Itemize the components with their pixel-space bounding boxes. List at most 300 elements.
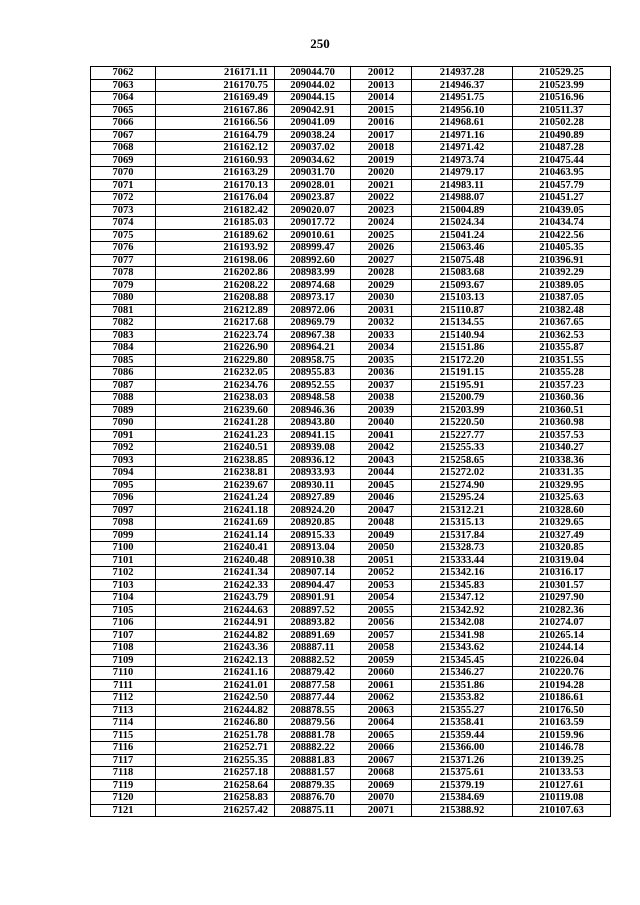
x-coordinate-left: 216162.12 (156, 142, 275, 155)
x-coordinate-right: 215351.86 (412, 679, 513, 692)
point-id-right: 20050 (351, 542, 412, 555)
point-id-left: 7118 (91, 767, 156, 780)
x-coordinate-left: 216240.41 (156, 542, 275, 555)
table-row (91, 129, 611, 142)
point-id-right: 20060 (351, 667, 412, 680)
y-coordinate-right: 210329.65 (513, 517, 611, 530)
y-coordinate-left: 208904.47 (275, 579, 351, 592)
point-id-right: 20031 (351, 304, 412, 317)
y-coordinate-left: 208901.91 (275, 592, 351, 605)
x-coordinate-right: 215315.13 (412, 517, 513, 530)
y-coordinate-right: 210319.04 (513, 554, 611, 567)
point-id-right: 20026 (351, 242, 412, 255)
table-row (91, 154, 611, 167)
y-coordinate-left: 209017.72 (275, 217, 351, 230)
point-id-right: 20025 (351, 229, 412, 242)
x-coordinate-right: 215343.62 (412, 642, 513, 655)
point-id-right: 20065 (351, 729, 412, 742)
table-row (91, 517, 611, 530)
x-coordinate-right: 215384.69 (412, 792, 513, 805)
y-coordinate-right: 210274.07 (513, 617, 611, 630)
x-coordinate-left: 216170.13 (156, 179, 275, 192)
x-coordinate-right: 215203.99 (412, 404, 513, 417)
point-id-left: 7091 (91, 429, 156, 442)
y-coordinate-right: 210176.50 (513, 704, 611, 717)
y-coordinate-right: 210194.28 (513, 679, 611, 692)
y-coordinate-left: 208946.36 (275, 404, 351, 417)
y-coordinate-left: 208877.44 (275, 692, 351, 705)
table-row (91, 454, 611, 467)
point-id-left: 7103 (91, 579, 156, 592)
y-coordinate-right: 210355.87 (513, 342, 611, 355)
x-coordinate-right: 215346.27 (412, 667, 513, 680)
point-id-left: 7063 (91, 79, 156, 92)
x-coordinate-left: 216238.85 (156, 454, 275, 467)
y-coordinate-right: 210163.59 (513, 717, 611, 730)
y-coordinate-right: 210226.04 (513, 654, 611, 667)
x-coordinate-left: 216202.86 (156, 267, 275, 280)
y-coordinate-left: 208877.58 (275, 679, 351, 692)
x-coordinate-right: 214973.74 (412, 154, 513, 167)
y-coordinate-right: 210127.61 (513, 779, 611, 792)
x-coordinate-right: 215274.90 (412, 479, 513, 492)
point-id-left: 7111 (91, 679, 156, 692)
x-coordinate-right: 215191.15 (412, 367, 513, 380)
y-coordinate-right: 210244.14 (513, 642, 611, 655)
y-coordinate-left: 209038.24 (275, 129, 351, 142)
x-coordinate-right: 215140.94 (412, 329, 513, 342)
y-coordinate-right: 210329.95 (513, 479, 611, 492)
x-coordinate-left: 216170.75 (156, 79, 275, 92)
x-coordinate-left: 216241.34 (156, 567, 275, 580)
y-coordinate-right: 210360.36 (513, 392, 611, 405)
table-row (91, 192, 611, 205)
table-row (91, 629, 611, 642)
y-coordinate-right: 210457.79 (513, 179, 611, 192)
table-row (91, 804, 611, 817)
point-id-right: 20044 (351, 467, 412, 480)
point-id-right: 20053 (351, 579, 412, 592)
y-coordinate-left: 208879.35 (275, 779, 351, 792)
point-id-left: 7107 (91, 629, 156, 642)
point-id-right: 20019 (351, 154, 412, 167)
y-coordinate-right: 210340.27 (513, 442, 611, 455)
x-coordinate-right: 215366.00 (412, 742, 513, 755)
point-id-right: 20069 (351, 779, 412, 792)
point-id-right: 20049 (351, 529, 412, 542)
x-coordinate-right: 215272.02 (412, 467, 513, 480)
x-coordinate-right: 215255.33 (412, 442, 513, 455)
point-id-right: 20020 (351, 167, 412, 180)
y-coordinate-left: 208973.17 (275, 292, 351, 305)
table-row (91, 704, 611, 717)
table-row (91, 279, 611, 292)
point-id-right: 20057 (351, 629, 412, 642)
point-id-left: 7092 (91, 442, 156, 455)
table-row (91, 429, 611, 442)
x-coordinate-left: 216246.80 (156, 717, 275, 730)
point-id-right: 20030 (351, 292, 412, 305)
y-coordinate-left: 208881.57 (275, 767, 351, 780)
x-coordinate-left: 216244.82 (156, 704, 275, 717)
x-coordinate-left: 216189.62 (156, 229, 275, 242)
x-coordinate-right: 215353.82 (412, 692, 513, 705)
point-id-right: 20039 (351, 404, 412, 417)
point-id-left: 7073 (91, 204, 156, 217)
x-coordinate-left: 216241.24 (156, 492, 275, 505)
x-coordinate-left: 216171.11 (156, 67, 275, 80)
x-coordinate-right: 215375.61 (412, 767, 513, 780)
y-coordinate-left: 208920.85 (275, 517, 351, 530)
point-id-right: 20032 (351, 317, 412, 330)
y-coordinate-right: 210357.53 (513, 429, 611, 442)
point-id-left: 7064 (91, 92, 156, 105)
x-coordinate-right: 215341.98 (412, 629, 513, 642)
point-id-right: 20059 (351, 654, 412, 667)
point-id-right: 20070 (351, 792, 412, 805)
point-id-left: 7114 (91, 717, 156, 730)
table-row (91, 479, 611, 492)
x-coordinate-left: 216185.03 (156, 217, 275, 230)
y-coordinate-left: 208927.89 (275, 492, 351, 505)
table-row (91, 529, 611, 542)
y-coordinate-left: 208941.15 (275, 429, 351, 442)
y-coordinate-left: 208882.22 (275, 742, 351, 755)
y-coordinate-right: 210327.49 (513, 529, 611, 542)
table-row (91, 654, 611, 667)
y-coordinate-left: 208974.68 (275, 279, 351, 292)
x-coordinate-right: 215312.21 (412, 504, 513, 517)
y-coordinate-right: 210320.85 (513, 542, 611, 555)
table-row (91, 142, 611, 155)
table-row (91, 367, 611, 380)
x-coordinate-left: 216242.13 (156, 654, 275, 667)
point-id-right: 20036 (351, 367, 412, 380)
point-id-left: 7075 (91, 229, 156, 242)
table-row (91, 754, 611, 767)
y-coordinate-left: 208879.56 (275, 717, 351, 730)
table-row (91, 779, 611, 792)
point-id-left: 7117 (91, 754, 156, 767)
y-coordinate-left: 208930.11 (275, 479, 351, 492)
y-coordinate-right: 210516.96 (513, 92, 611, 105)
y-coordinate-right: 210451.27 (513, 192, 611, 205)
y-coordinate-left: 209044.15 (275, 92, 351, 105)
y-coordinate-left: 208933.93 (275, 467, 351, 480)
point-id-right: 20040 (351, 417, 412, 430)
y-coordinate-right: 210351.55 (513, 354, 611, 367)
y-coordinate-left: 209044.70 (275, 67, 351, 80)
point-id-right: 20013 (351, 79, 412, 92)
x-coordinate-left: 216212.89 (156, 304, 275, 317)
x-coordinate-left: 216238.81 (156, 467, 275, 480)
x-coordinate-left: 216164.79 (156, 129, 275, 142)
y-coordinate-right: 210389.05 (513, 279, 611, 292)
x-coordinate-left: 216223.74 (156, 329, 275, 342)
x-coordinate-left: 216167.86 (156, 104, 275, 117)
x-coordinate-right: 215195.91 (412, 379, 513, 392)
y-coordinate-right: 210382.48 (513, 304, 611, 317)
point-id-left: 7065 (91, 104, 156, 117)
point-id-left: 7087 (91, 379, 156, 392)
y-coordinate-left: 208958.75 (275, 354, 351, 367)
table-row (91, 642, 611, 655)
point-id-right: 20054 (351, 592, 412, 605)
table-row (91, 342, 611, 355)
y-coordinate-right: 210325.63 (513, 492, 611, 505)
table-row (91, 667, 611, 680)
x-coordinate-right: 215295.24 (412, 492, 513, 505)
x-coordinate-right: 215342.08 (412, 617, 513, 630)
y-coordinate-right: 210360.51 (513, 404, 611, 417)
x-coordinate-left: 216258.64 (156, 779, 275, 792)
point-id-left: 7099 (91, 529, 156, 542)
table-row (91, 492, 611, 505)
y-coordinate-right: 210392.29 (513, 267, 611, 280)
table-row (91, 67, 611, 80)
x-coordinate-right: 215093.67 (412, 279, 513, 292)
coordinates-table (90, 66, 611, 817)
y-coordinate-left: 209023.87 (275, 192, 351, 205)
table-row (91, 567, 611, 580)
y-coordinate-right: 210338.36 (513, 454, 611, 467)
x-coordinate-left: 216229.80 (156, 354, 275, 367)
x-coordinate-right: 214979.17 (412, 167, 513, 180)
table-row (91, 254, 611, 267)
point-id-right: 20048 (351, 517, 412, 530)
table-row (91, 379, 611, 392)
x-coordinate-left: 216257.18 (156, 767, 275, 780)
y-coordinate-right: 210355.28 (513, 367, 611, 380)
point-id-right: 20043 (351, 454, 412, 467)
x-coordinate-right: 215200.79 (412, 392, 513, 405)
point-id-right: 20024 (351, 217, 412, 230)
table-row (91, 104, 611, 117)
table-row (91, 417, 611, 430)
point-id-right: 20068 (351, 767, 412, 780)
table-row (91, 204, 611, 217)
table-row (91, 217, 611, 230)
table-row (91, 467, 611, 480)
point-id-left: 7109 (91, 654, 156, 667)
page-number: 250 (310, 36, 330, 51)
x-coordinate-left: 216198.06 (156, 254, 275, 267)
point-id-left: 7072 (91, 192, 156, 205)
table-row (91, 442, 611, 455)
x-coordinate-right: 214971.16 (412, 129, 513, 142)
y-coordinate-right: 210331.35 (513, 467, 611, 480)
y-coordinate-left: 209044.02 (275, 79, 351, 92)
x-coordinate-right: 215342.92 (412, 604, 513, 617)
x-coordinate-left: 216239.67 (156, 479, 275, 492)
point-id-right: 20063 (351, 704, 412, 717)
table-row (91, 604, 611, 617)
point-id-left: 7094 (91, 467, 156, 480)
x-coordinate-left: 216208.22 (156, 279, 275, 292)
point-id-left: 7104 (91, 592, 156, 605)
point-id-right: 20045 (351, 479, 412, 492)
y-coordinate-right: 210301.57 (513, 579, 611, 592)
x-coordinate-left: 216217.68 (156, 317, 275, 330)
y-coordinate-left: 208915.33 (275, 529, 351, 542)
x-coordinate-left: 216240.51 (156, 442, 275, 455)
y-coordinate-right: 210490.89 (513, 129, 611, 142)
point-id-right: 20046 (351, 492, 412, 505)
x-coordinate-left: 216257.42 (156, 804, 275, 817)
x-coordinate-left: 216241.14 (156, 529, 275, 542)
y-coordinate-right: 210133.53 (513, 767, 611, 780)
x-coordinate-right: 215024.34 (412, 217, 513, 230)
x-coordinate-left: 216255.35 (156, 754, 275, 767)
table-row (91, 592, 611, 605)
x-coordinate-left: 216243.36 (156, 642, 275, 655)
y-coordinate-left: 208936.12 (275, 454, 351, 467)
point-id-right: 20021 (351, 179, 412, 192)
table-row (91, 579, 611, 592)
x-coordinate-left: 216241.16 (156, 667, 275, 680)
point-id-right: 20062 (351, 692, 412, 705)
y-coordinate-left: 208897.52 (275, 604, 351, 617)
y-coordinate-left: 208881.78 (275, 729, 351, 742)
y-coordinate-left: 209031.70 (275, 167, 351, 180)
y-coordinate-left: 208891.69 (275, 629, 351, 642)
point-id-left: 7085 (91, 354, 156, 367)
y-coordinate-left: 209041.09 (275, 117, 351, 130)
y-coordinate-right: 210405.35 (513, 242, 611, 255)
y-coordinate-left: 208992.60 (275, 254, 351, 267)
y-coordinate-right: 210367.65 (513, 317, 611, 330)
table-row (91, 392, 611, 405)
table-row (91, 767, 611, 780)
point-id-left: 7071 (91, 179, 156, 192)
point-id-right: 20067 (351, 754, 412, 767)
y-coordinate-right: 210186.61 (513, 692, 611, 705)
point-id-left: 7081 (91, 304, 156, 317)
point-id-left: 7115 (91, 729, 156, 742)
x-coordinate-left: 216160.93 (156, 154, 275, 167)
table-row (91, 79, 611, 92)
point-id-right: 20027 (351, 254, 412, 267)
x-coordinate-left: 216240.48 (156, 554, 275, 567)
point-id-left: 7068 (91, 142, 156, 155)
point-id-left: 7102 (91, 567, 156, 580)
point-id-right: 20015 (351, 104, 412, 117)
x-coordinate-right: 215151.86 (412, 342, 513, 355)
x-coordinate-left: 216239.60 (156, 404, 275, 417)
y-coordinate-right: 210297.90 (513, 592, 611, 605)
y-coordinate-right: 210357.23 (513, 379, 611, 392)
point-id-left: 7069 (91, 154, 156, 167)
x-coordinate-left: 216238.03 (156, 392, 275, 405)
y-coordinate-right: 210523.99 (513, 79, 611, 92)
point-id-left: 7066 (91, 117, 156, 130)
point-id-left: 7077 (91, 254, 156, 267)
point-id-right: 20055 (351, 604, 412, 617)
point-id-left: 7093 (91, 454, 156, 467)
x-coordinate-left: 216232.05 (156, 367, 275, 380)
y-coordinate-left: 208969.79 (275, 317, 351, 330)
point-id-right: 20051 (351, 554, 412, 567)
y-coordinate-left: 208972.06 (275, 304, 351, 317)
table-row (91, 742, 611, 755)
y-coordinate-right: 210422.56 (513, 229, 611, 242)
y-coordinate-left: 208939.08 (275, 442, 351, 455)
y-coordinate-right: 210475.44 (513, 154, 611, 167)
x-coordinate-left: 216244.91 (156, 617, 275, 630)
y-coordinate-right: 210220.76 (513, 667, 611, 680)
point-id-right: 20012 (351, 67, 412, 80)
point-id-left: 7062 (91, 67, 156, 80)
x-coordinate-right: 214983.11 (412, 179, 513, 192)
point-id-left: 7110 (91, 667, 156, 680)
table-row (91, 792, 611, 805)
x-coordinate-right: 215342.16 (412, 567, 513, 580)
x-coordinate-right: 215345.45 (412, 654, 513, 667)
y-coordinate-right: 210463.95 (513, 167, 611, 180)
point-id-right: 20066 (351, 742, 412, 755)
x-coordinate-left: 216208.88 (156, 292, 275, 305)
x-coordinate-right: 214971.42 (412, 142, 513, 155)
y-coordinate-left: 208893.82 (275, 617, 351, 630)
x-coordinate-right: 214968.61 (412, 117, 513, 130)
x-coordinate-left: 216243.79 (156, 592, 275, 605)
x-coordinate-right: 214951.75 (412, 92, 513, 105)
y-coordinate-left: 208964.21 (275, 342, 351, 355)
point-id-left: 7095 (91, 479, 156, 492)
y-coordinate-left: 208967.38 (275, 329, 351, 342)
y-coordinate-right: 210396.91 (513, 254, 611, 267)
table-row (91, 242, 611, 255)
y-coordinate-left: 209034.62 (275, 154, 351, 167)
x-coordinate-left: 216176.04 (156, 192, 275, 205)
point-id-left: 7121 (91, 804, 156, 817)
table-row (91, 554, 611, 567)
x-coordinate-left: 216244.63 (156, 604, 275, 617)
point-id-right: 20035 (351, 354, 412, 367)
table-row (91, 717, 611, 730)
y-coordinate-left: 209028.01 (275, 179, 351, 192)
point-id-right: 20018 (351, 142, 412, 155)
y-coordinate-right: 210159.96 (513, 729, 611, 742)
y-coordinate-right: 210487.28 (513, 142, 611, 155)
point-id-left: 7112 (91, 692, 156, 705)
x-coordinate-right: 215041.24 (412, 229, 513, 242)
x-coordinate-right: 215358.41 (412, 717, 513, 730)
y-coordinate-left: 209020.07 (275, 204, 351, 217)
table-row (91, 729, 611, 742)
x-coordinate-right: 214937.28 (412, 67, 513, 80)
point-id-right: 20028 (351, 267, 412, 280)
x-coordinate-right: 215075.48 (412, 254, 513, 267)
point-id-left: 7086 (91, 367, 156, 380)
x-coordinate-right: 215379.19 (412, 779, 513, 792)
point-id-left: 7067 (91, 129, 156, 142)
y-coordinate-left: 208983.99 (275, 267, 351, 280)
x-coordinate-right: 215134.55 (412, 317, 513, 330)
coordinates-table-body (91, 67, 611, 817)
y-coordinate-right: 210146.78 (513, 742, 611, 755)
y-coordinate-right: 210139.25 (513, 754, 611, 767)
x-coordinate-right: 215328.73 (412, 542, 513, 555)
x-coordinate-left: 216182.42 (156, 204, 275, 217)
x-coordinate-right: 215388.92 (412, 804, 513, 817)
y-coordinate-left: 208887.11 (275, 642, 351, 655)
point-id-right: 20029 (351, 279, 412, 292)
y-coordinate-left: 209042.91 (275, 104, 351, 117)
point-id-right: 20017 (351, 129, 412, 142)
y-coordinate-right: 210360.98 (513, 417, 611, 430)
point-id-right: 20034 (351, 342, 412, 355)
